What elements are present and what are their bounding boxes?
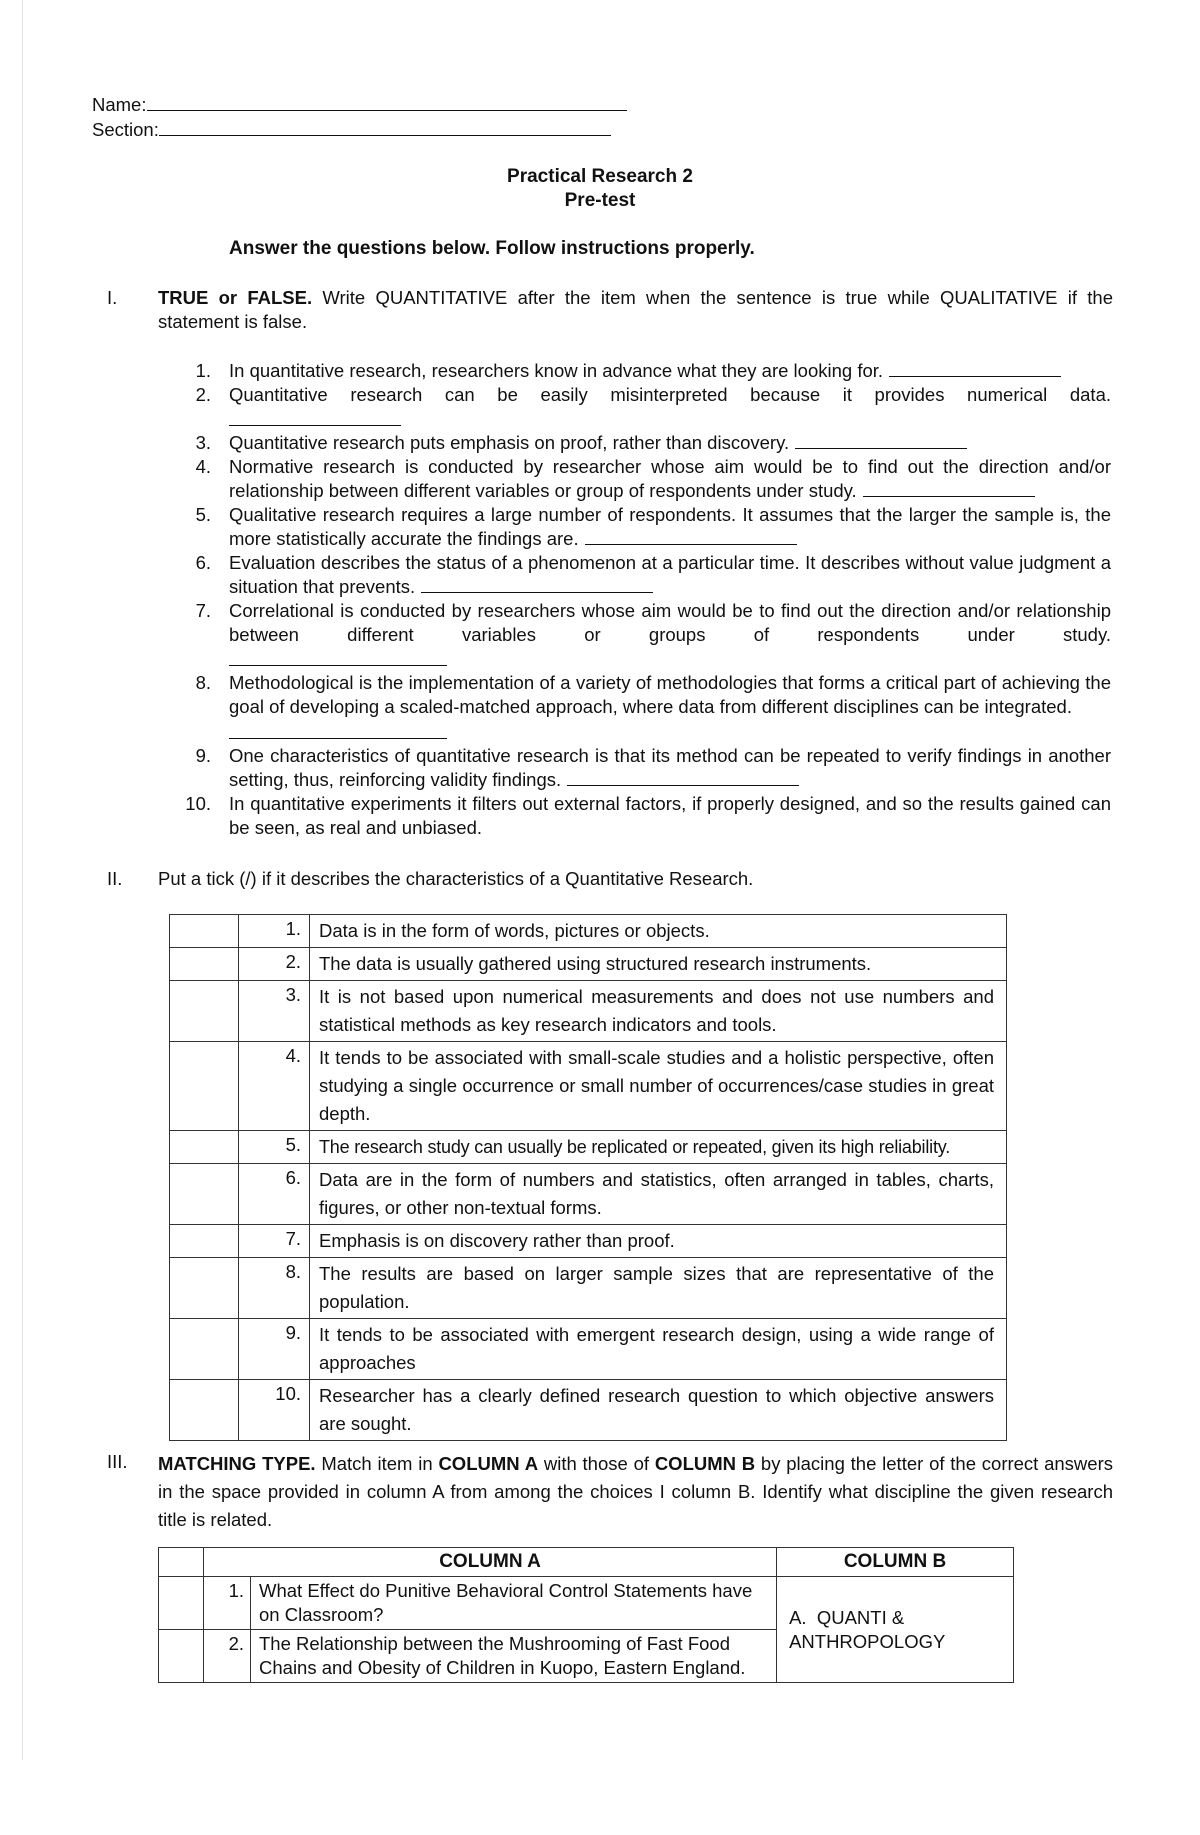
page-subtitle: Pre-test: [564, 190, 636, 211]
part1-item-number: 6.: [195, 552, 211, 573]
answer-blank[interactable]: [229, 737, 447, 739]
part3-text: with those of: [538, 1453, 655, 1474]
answer-blank[interactable]: [229, 424, 401, 426]
row-text: It is not based upon numerical measurements and does not use numbers and statistical methods as key research indicators and tools.: [310, 981, 1007, 1042]
column-b-header: COLUMN B: [777, 1548, 1014, 1577]
part1-item: [229, 744, 1111, 792]
column-a-header: COLUMN A: [204, 1548, 777, 1577]
row-number: 10.: [239, 1380, 310, 1441]
tick-box[interactable]: [170, 1225, 239, 1258]
row-text: The results are based on larger sample sizes that are representative of the population.: [310, 1258, 1007, 1319]
part3-column-a-ref: COLUMN A: [438, 1453, 539, 1474]
part1-item-number: 1.: [195, 360, 211, 381]
section-input-line[interactable]: [159, 117, 611, 136]
part1-item-text: Qualitative research requires a large number of respondents. It assumes that the larger the sample is, the more statistically accurate the findings are.: [229, 504, 1111, 549]
answer-blank[interactable]: [229, 664, 447, 666]
row-text: It tends to be associated with emergent research design, using a wide range of approaches: [310, 1319, 1007, 1380]
part1-item: [229, 551, 1111, 599]
row-text: Data are in the form of numbers and statistics, often arranged in tables, charts, figures, or other non-textual forms.: [310, 1164, 1007, 1225]
part3-column-b-ref: COLUMN B: [654, 1453, 756, 1474]
answer-box[interactable]: [159, 1577, 204, 1630]
row-number: 5.: [239, 1131, 310, 1164]
name-input-line[interactable]: [147, 92, 627, 111]
answer-blank[interactable]: [889, 360, 1061, 377]
row-number: 9.: [239, 1319, 310, 1380]
part1-item: Correlational is conducted by researchers whose aim would be to find out the direction and/or relationship between different variables or groups of respondents under study.: [229, 600, 1111, 645]
part1-instructions: [158, 286, 1113, 334]
part1-text: Write QUANTITATIVE after the item when the sentence is true while QUALITATIVE if the statement is false.: [158, 287, 1113, 332]
tick-box[interactable]: [170, 1042, 239, 1131]
part1-item-text: Evaluation describes the status of a phenomenon at a particular time. It describes without value judgment a situation that prevents.: [229, 552, 1111, 597]
column-b-text: QUANTI & ANTHROPOLOGY: [789, 1606, 946, 1652]
column-a-number: 2.: [204, 1630, 251, 1683]
table-row: [170, 1042, 1007, 1131]
part1-item-number: 7.: [195, 600, 211, 621]
row-number: 3.: [239, 981, 310, 1042]
tick-box[interactable]: [170, 1164, 239, 1225]
row-text: It tends to be associated with small-scale studies and a holistic perspective, often studying a single occurrence or small number of occurrences/case studies in great depth.: [310, 1042, 1007, 1131]
column-b-letter: A.: [789, 1606, 807, 1628]
part1-item-number: 3.: [195, 432, 211, 453]
answer-column-header: [159, 1548, 204, 1577]
part3-numeral: III.: [107, 1451, 128, 1472]
tick-box[interactable]: [170, 981, 239, 1042]
answer-blank[interactable]: [585, 528, 797, 545]
tick-box[interactable]: [170, 948, 239, 981]
tick-box[interactable]: [170, 1319, 239, 1380]
table-row: [170, 1319, 1007, 1380]
part1-item-text: Normative research is conducted by researcher whose aim would be to find out the direction and/or relationship between different variables or group of respondents under study.: [229, 456, 1111, 501]
part3-instructions: [158, 1450, 1113, 1534]
part1-item: Methodological is the implementation of a variety of methodologies that forms a critical part of achieving the goal of developing a scaled-matched approach, where data from different disciplines can be integrated.: [229, 672, 1111, 717]
matching-table: [158, 1547, 1014, 1683]
column-a-text: What Effect do Punitive Behavioral Control Statements have on Classroom?: [251, 1577, 777, 1630]
part1-item-number: 2.: [195, 384, 211, 405]
table-row: [170, 1258, 1007, 1319]
part1-item-text: In quantitative research, researchers know in advance what they are looking for.: [229, 360, 884, 381]
row-text: Emphasis is on discovery rather than proof.: [310, 1225, 1007, 1258]
part1-item-number: 5.: [195, 504, 211, 525]
name-label: Name:: [92, 94, 147, 115]
table-row: [170, 915, 1007, 948]
characteristics-table: [169, 914, 1007, 1441]
part1-item: [229, 431, 1111, 455]
answer-blank[interactable]: [863, 480, 1035, 497]
column-a-text: The Relationship between the Mushrooming of Fast Food Chains and Obesity of Children in Kuopo, Eastern England.: [251, 1630, 777, 1683]
row-number: 2.: [239, 948, 310, 981]
part1-item-text: One characteristics of quantitative research is that its method can be repeated to verify findings in another setting, thus, reinforcing validity findings.: [229, 745, 1111, 790]
table-row: [170, 1225, 1007, 1258]
tick-box[interactable]: [170, 1380, 239, 1441]
part1-item: [229, 503, 1111, 551]
part1-item-text: Quantitative research puts emphasis on proof, rather than discovery.: [229, 432, 790, 453]
column-a-number: 1.: [204, 1577, 251, 1630]
section-label: Section:: [92, 119, 159, 140]
row-text: The research study can usually be replicated or repeated, given its high reliability.: [310, 1131, 1007, 1164]
part1-item-number: 9.: [195, 745, 211, 766]
answer-box[interactable]: [159, 1630, 204, 1683]
answer-blank[interactable]: [795, 432, 967, 449]
answer-blank[interactable]: [567, 769, 799, 786]
table-row: [170, 981, 1007, 1042]
part3-text: Match item in: [315, 1453, 439, 1474]
part2-instructions: Put a tick (/) if it describes the characteristics of a Quantitative Research.: [158, 868, 754, 889]
row-number: 4.: [239, 1042, 310, 1131]
general-instructions: Answer the questions below. Follow instructions properly.: [229, 238, 755, 259]
part3-text: by placing the letter of the correct answers in the space provided in column A from among the choices I column B. Identify what discipline the given research title is related.: [158, 1453, 1113, 1530]
part1-item-number: 10.: [185, 793, 211, 814]
tick-box[interactable]: [170, 1131, 239, 1164]
row-text: The data is usually gathered using structured research instruments.: [310, 948, 1007, 981]
row-text: Researcher has a clearly defined research question to which objective answers are sought.: [310, 1380, 1007, 1441]
row-number: 8.: [239, 1258, 310, 1319]
table-row: [159, 1577, 1014, 1630]
row-number: 7.: [239, 1225, 310, 1258]
row-text: Data is in the form of words, pictures or objects.: [310, 915, 1007, 948]
part1-item-number: 8.: [195, 672, 211, 693]
page-edge: [22, 0, 23, 1760]
table-row: [170, 1164, 1007, 1225]
part1-numeral: I.: [107, 287, 118, 308]
table-header-row: [159, 1548, 1014, 1577]
page-title: Practical Research 2: [507, 166, 693, 187]
row-number: 6.: [239, 1164, 310, 1225]
part1-item-number: 4.: [195, 456, 211, 477]
part1-item: [229, 359, 1111, 383]
tick-box[interactable]: [170, 1258, 239, 1319]
table-row: [170, 1380, 1007, 1441]
part3-heading: MATCHING TYPE.: [158, 1453, 316, 1474]
name-field: [92, 92, 627, 117]
part2-numeral: II.: [107, 868, 123, 889]
column-b-cell: [777, 1577, 1014, 1683]
table-row: [170, 1131, 1007, 1164]
part1-heading: TRUE or FALSE.: [158, 287, 313, 308]
tick-box[interactable]: [170, 915, 239, 948]
table-row: [170, 948, 1007, 981]
part1-item: [229, 455, 1111, 503]
answer-blank[interactable]: [421, 576, 653, 593]
part1-item: Quantitative research can be easily misinterpreted because it provides numerical data.: [229, 384, 1111, 405]
row-number: 1.: [239, 915, 310, 948]
part1-item: In quantitative experiments it filters out external factors, if properly designed, and so the results gained can be seen, as real and unbiased.: [229, 793, 1111, 838]
section-field: [92, 117, 611, 142]
